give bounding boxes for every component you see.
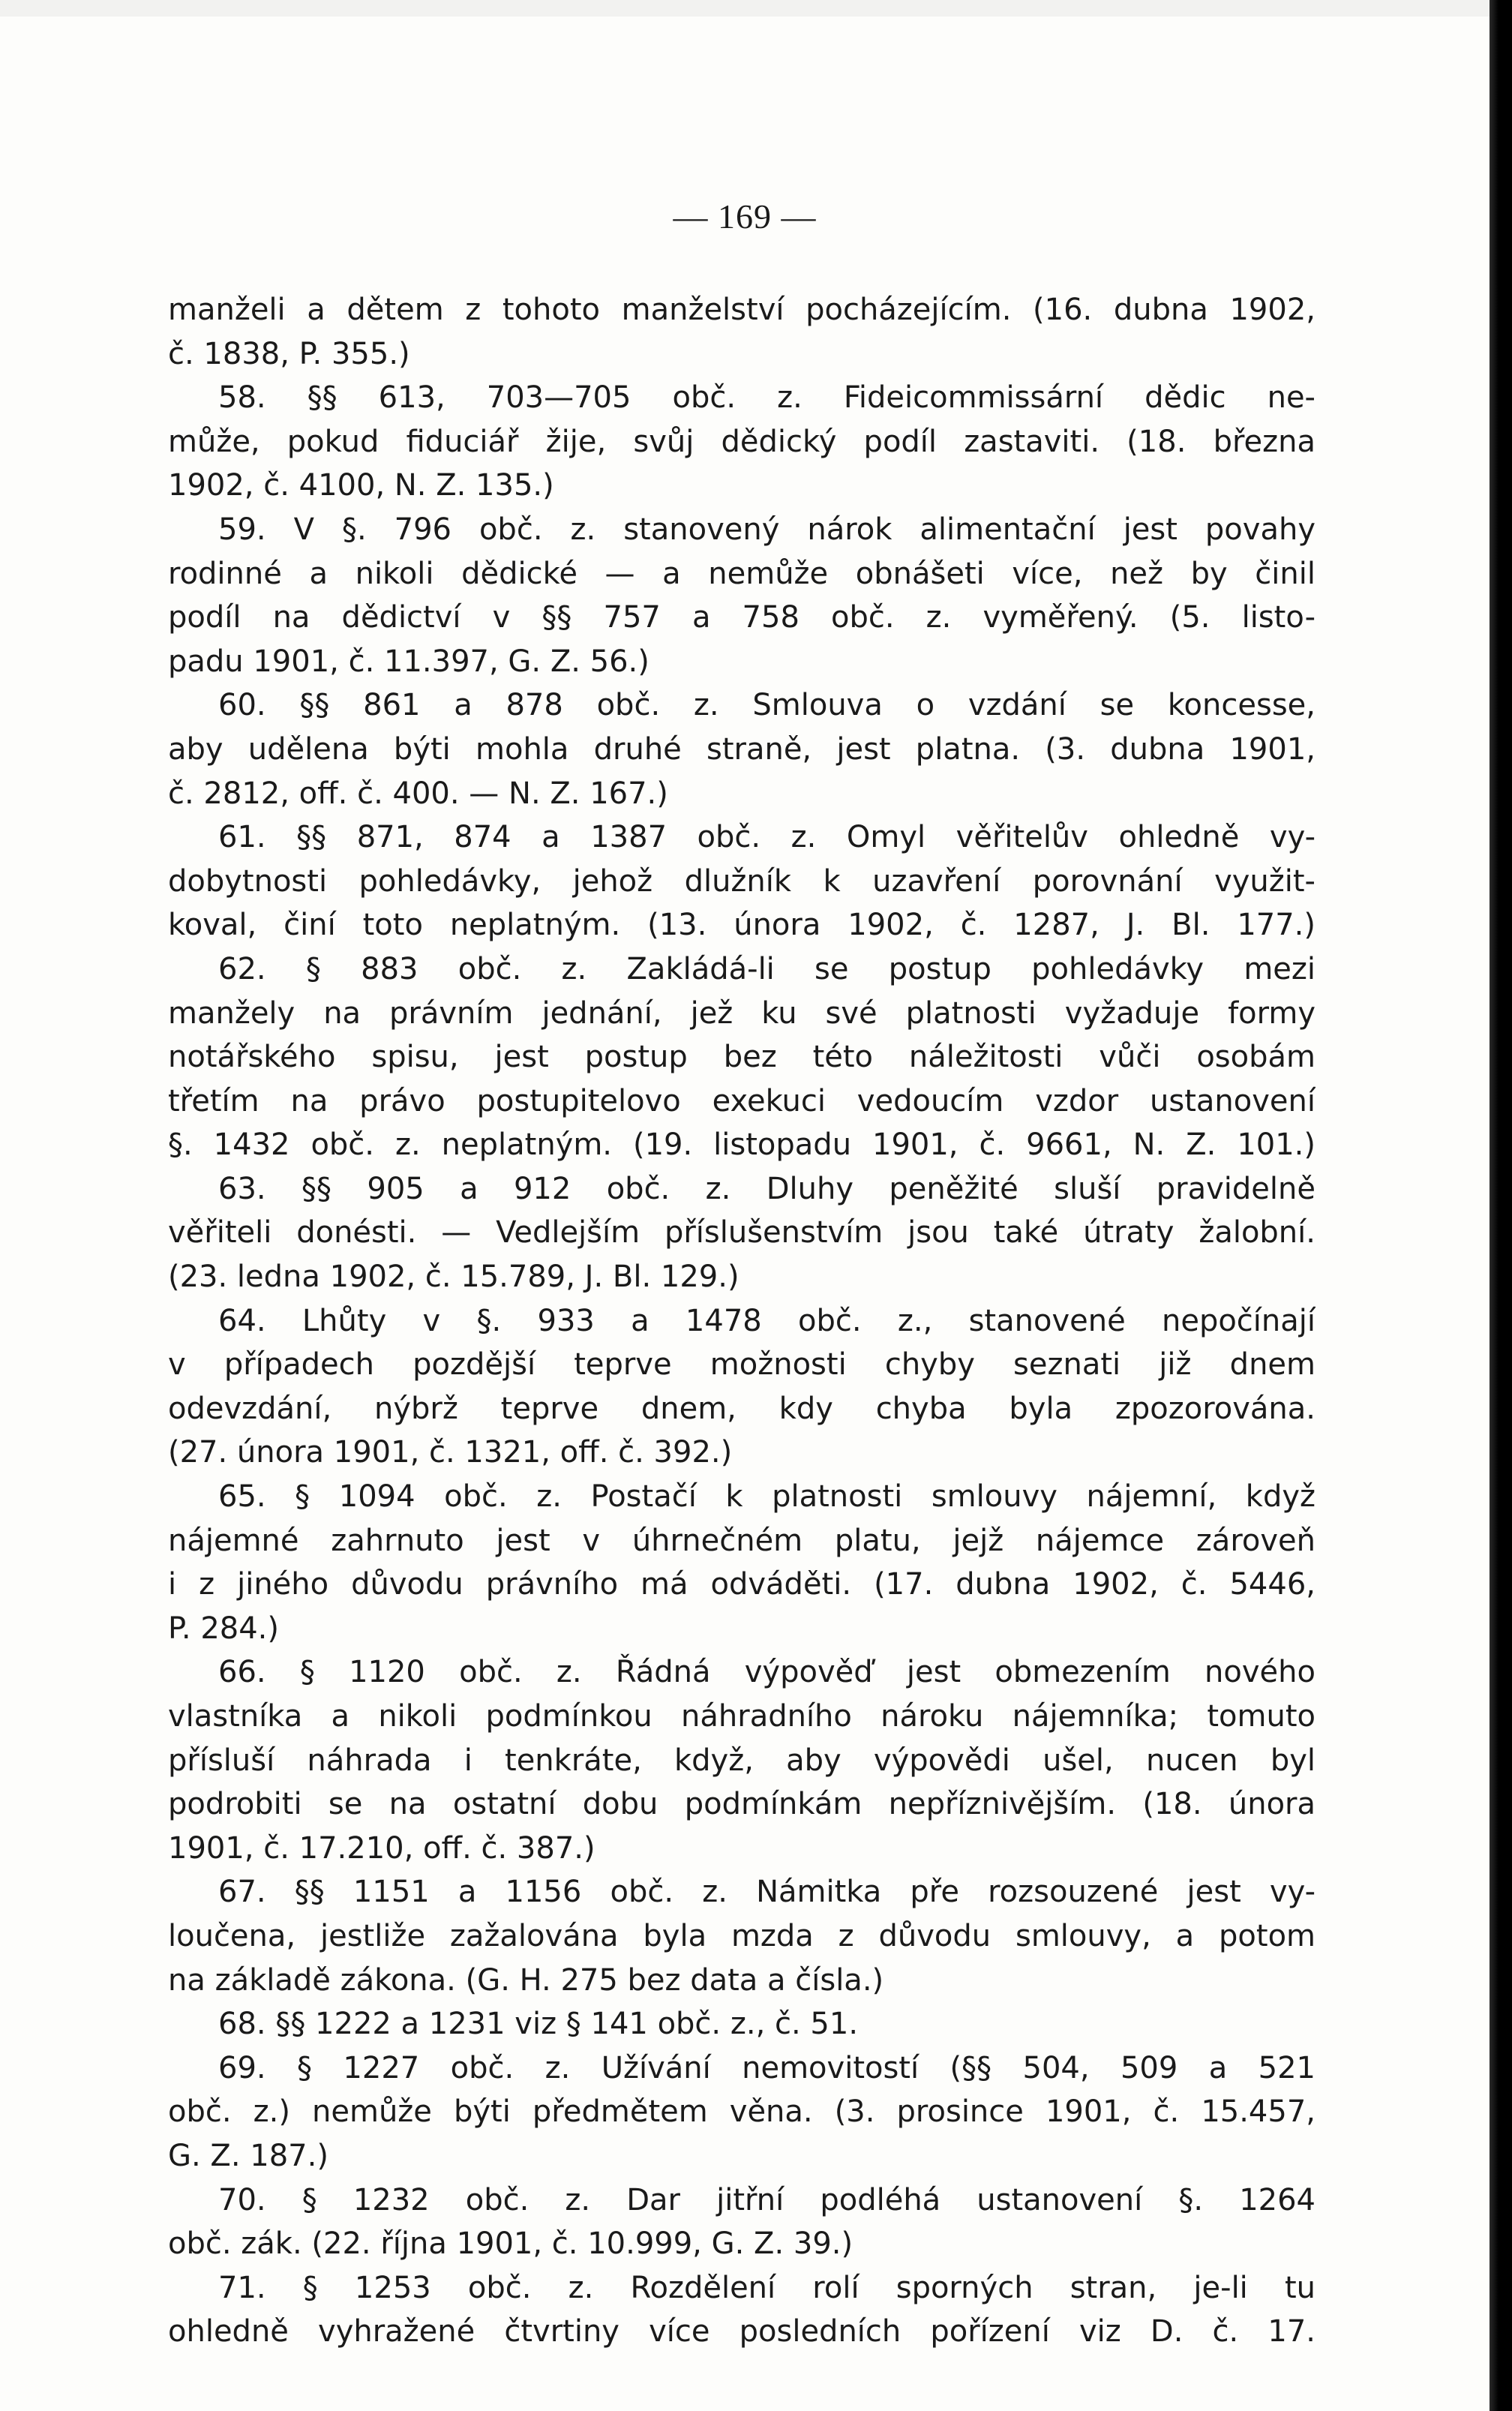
- text-line: (23. ledna 1902, č. 15.789, J. Bl. 129.): [168, 1260, 740, 1295]
- text-line: věřiteli donésti. — Vedlejším příslušenstvím jsou také útraty žalobní.: [168, 1215, 1316, 1251]
- text-line: 62. § 883 obč. z. Zakládá-li se postup pohledávky mezi: [218, 951, 1316, 986]
- text-line: 66. § 1120 obč. z. Řádná výpověď jest obmezením nového: [218, 1655, 1316, 1690]
- text-line: P. 284.): [168, 1611, 279, 1646]
- text-line: 67. §§ 1151 a 1156 obč. z. Námitka pře rozsouzené jest vy-: [218, 1875, 1316, 1910]
- text-line: 63. §§ 905 a 912 obč. z. Dluhy peněžité sluší pravidelně: [218, 1171, 1316, 1206]
- text-line: podrobiti se na ostatní dobu podmínkám nepříznivějším. (18. února: [168, 1787, 1316, 1822]
- text-line: rodinné a nikoli dědické — a nemůže obnášeti více, než by činil: [168, 556, 1316, 591]
- text-line: 58. §§ 613, 703—705 obč. z. Fideicommissární dědic ne-: [218, 380, 1316, 416]
- text-line: aby udělena býti mohla druhé straně, jest platna. (3. dubna 1901,: [168, 731, 1316, 767]
- text-line: dobytnosti pohledávky, jehož dlužník k uzavření porovnání využit-: [168, 863, 1316, 899]
- text-line: ohledně vyhražené čtvrtiny více posledních pořízení viz D. č. 17.: [168, 2314, 1316, 2349]
- text-line: 69. § 1227 obč. z. Užívání nemovitostí (§§ 504, 509 a 521: [218, 2050, 1316, 2085]
- text-line: v případech pozdější teprve možnosti chyby seznati již dnem: [168, 1347, 1316, 1383]
- text-line: přísluší náhrada i tenkráte, když, aby výpovědi ušel, nucen byl: [168, 1743, 1316, 1778]
- text-line: 64. Lhůty v §. 933 a 1478 obč. z., stanovené nepočínají: [218, 1303, 1316, 1338]
- text-line: odevzdání, nýbrž teprve dnem, kdy chyba byla zpozorována.: [168, 1391, 1316, 1426]
- text-line: nájemné zahrnuto jest v úhrnečném platu, jejž nájemce zároveň: [168, 1523, 1316, 1558]
- page-body-text: [168, 288, 1316, 2354]
- text-line: č. 2812, off. č. 400. — N. Z. 167.): [168, 776, 668, 811]
- text-line: koval, činí toto neplatným. (13. února 1902, č. 1287, J. Bl. 177.): [168, 908, 1316, 943]
- text-line: 70. § 1232 obč. z. Dar jitřní podléhá ustanovení §. 1264: [218, 2182, 1316, 2217]
- text-line: 60. §§ 861 a 878 obč. z. Smlouva o vzdání se koncesse,: [218, 688, 1316, 723]
- text-line: 1901, č. 17.210, off. č. 387.): [168, 1830, 596, 1866]
- text-line: může, pokud fiduciář žije, svůj dědický podíl zastaviti. (18. března: [168, 424, 1316, 459]
- text-line: 71. § 1253 obč. z. Rozdělení rolí sporných stran, je-li tu: [218, 2270, 1316, 2305]
- text-line: 1902, č. 4100, N. Z. 135.): [168, 468, 554, 503]
- text-line: notářského spisu, jest postup bez této náležitosti vůči osobám: [168, 1040, 1316, 1075]
- text-line: padu 1901, č. 11.397, G. Z. 56.): [168, 644, 650, 679]
- text-line: loučena, jestliže zažalována byla mzda z důvodu smlouvy, a potom: [168, 1918, 1316, 1953]
- text-line: manžely na právním jednání, jež ku své platnosti vyžaduje formy: [168, 995, 1316, 1031]
- text-line: podíl na dědictví v §§ 757 a 758 obč. z. vyměřený. (5. listo-: [168, 600, 1316, 635]
- text-line: i z jiného důvodu právního má odváděti. (17. dubna 1902, č. 5446,: [168, 1567, 1316, 1602]
- text-line: (27. února 1901, č. 1321, off. č. 392.): [168, 1435, 733, 1470]
- text-line: G. Z. 187.): [168, 2138, 328, 2173]
- text-line: vlastníka a nikoli podmínkou náhradního nároku nájemníka; tomuto: [168, 1699, 1316, 1734]
- text-line: č. 1838, P. 355.): [168, 336, 410, 371]
- text-line: manželi a dětem z tohoto manželství pocházejícím. (16. dubna 1902,: [168, 293, 1316, 327]
- scan-edge-shadow: [1490, 0, 1512, 2411]
- page-number: — 169 —: [673, 197, 817, 236]
- text-line: 61. §§ 871, 874 a 1387 obč. z. Omyl věřitelův ohledně vy-: [218, 820, 1316, 855]
- text-line: 68. §§ 1222 a 1231 viz § 141 obč. z., č. 51.: [218, 2007, 859, 2042]
- text-line: obč. z.) nemůže býti předmětem věna. (3. prosince 1901, č. 15.457,: [168, 2094, 1316, 2130]
- text-line: 65. § 1094 obč. z. Postačí k platnosti smlouvy nájemní, když: [218, 1479, 1316, 1515]
- text-line: třetím na právo postupitelovo exekuci vedoucím vzdor ustanovení: [168, 1083, 1316, 1118]
- text-line: obč. zák. (22. října 1901, č. 10.999, G. Z. 39.): [168, 2226, 854, 2262]
- text-line: §. 1432 obč. z. neplatným. (19. listopadu 1901, č. 9661, N. Z. 101.): [168, 1127, 1316, 1163]
- text-line: 59. V §. 796 obč. z. stanovený nárok alimentační jest povahy: [218, 512, 1316, 547]
- text-line: na základě zákona. (G. H. 275 bez data a čísla.): [168, 1962, 884, 1998]
